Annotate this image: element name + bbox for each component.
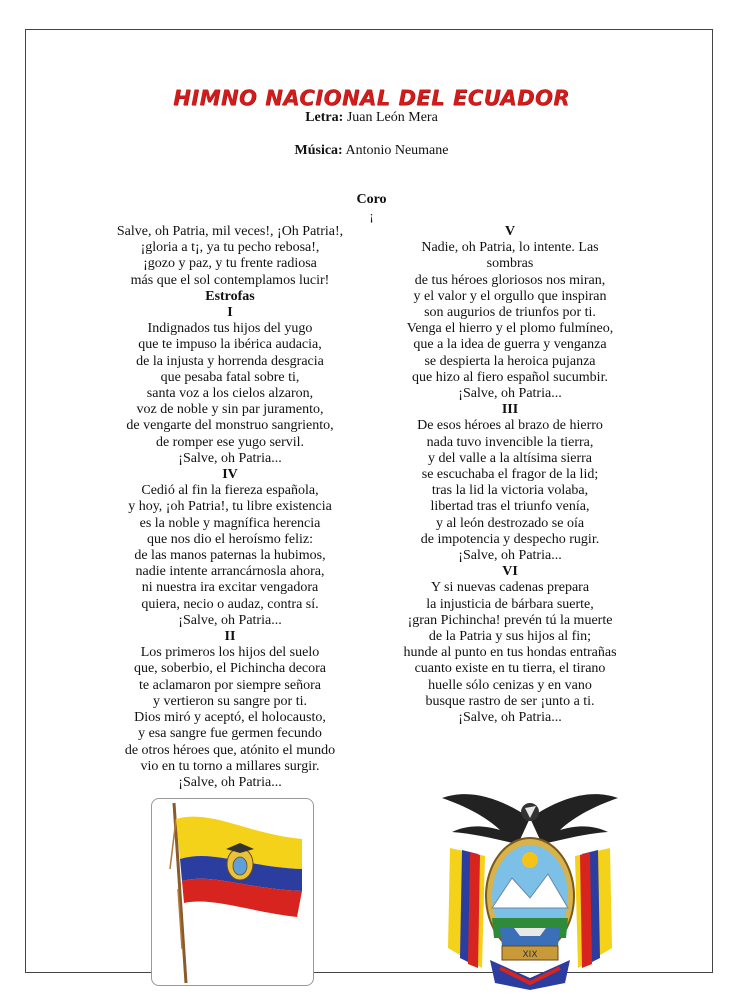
lyric-line: huelle sólo cenizas y en vano <box>428 677 592 693</box>
stanza-heading: IV <box>222 467 238 483</box>
lyric-line: te aclamaron por siempre señora <box>139 677 321 693</box>
lyric-line: que nos dio el heroísmo feliz: <box>146 531 314 547</box>
lyric-line: y hoy, ¡oh Patria!, tu libre existencia <box>128 499 332 515</box>
ecuador-flag-icon <box>152 799 313 985</box>
lyric-line: Dios miró y aceptó, el holocausto, <box>134 710 326 726</box>
lyric-line: ¡Salve, oh Patria... <box>178 774 282 790</box>
lyric-line: que a la idea de guerra y venganza <box>413 337 607 353</box>
lyric-line: Cedió al fin la fiereza española, <box>141 483 319 499</box>
lyric-line: es la noble y magnífica herencia <box>139 515 321 531</box>
coat-of-arms-image <box>430 778 630 990</box>
lyric-line: libertad tras el triunfo venía, <box>430 499 590 515</box>
stanza-heading: Estrofas <box>205 288 255 304</box>
stanza-heading: III <box>501 402 519 418</box>
lyric-line: la injusticia de bárbara suerte, <box>426 596 594 612</box>
lyric-line: de impotencia y despecho rugir. <box>420 531 600 547</box>
lyric-line: que pesaba fatal sobre ti, <box>160 369 300 385</box>
chorus-mark: ¡ <box>369 208 374 223</box>
lyric-line: y esa sangre fue germen fecundo <box>138 726 322 742</box>
lyric-line: tras la lid la victoria volaba, <box>431 483 589 499</box>
lyric-line: y al león destrozado se oía <box>435 515 585 531</box>
lyric-line: ¡Salve, oh Patria... <box>178 450 282 466</box>
lyric-line: sombras <box>486 256 534 272</box>
lyric-line: y del valle a la altísima sierra <box>427 450 593 466</box>
chorus-heading: Coro <box>356 192 387 207</box>
lyrics-label: Letra: <box>305 110 344 125</box>
lyric-line: de la injusta y horrenda desgracia <box>136 353 324 369</box>
lyric-line: Los primeros los hijos del suelo <box>140 645 320 661</box>
lyric-line: y el valor y el orgullo que inspiran <box>413 288 607 304</box>
lyric-line: ¡gloria a t¡, ya tu pecho rebosa!, <box>140 240 320 256</box>
lyric-line: ¡Salve, oh Patria... <box>178 612 282 628</box>
lyric-line: santa voz a los cielos alzaron, <box>146 386 314 402</box>
lyric-line: busque rastro de ser ¡unto a ti. <box>425 693 595 709</box>
lyric-line: Salve, oh Patria, mil veces!, ¡Oh Patria!, <box>116 224 344 239</box>
flag-image-frame <box>151 798 314 986</box>
lyric-line: vio en tu torno a millares surgir. <box>140 758 320 774</box>
lyric-line: Indignados tus hijos del yugo <box>147 321 313 337</box>
lyric-line: de las manos paternas la hubimos, <box>134 548 326 564</box>
stanza-heading: VI <box>502 564 518 580</box>
lyric-line: hunde al punto en tus hondas entrañas <box>403 645 617 661</box>
svg-text:XIX: XIX <box>522 950 538 960</box>
lyric-line: ¡Salve, oh Patria... <box>458 710 562 726</box>
lyrics-author: Juan León Mera <box>346 110 438 125</box>
music-author: Antonio Neumane <box>345 143 449 158</box>
lyric-line: nada tuvo invencible la tierra, <box>426 434 594 450</box>
lyric-line: ¡Salve, oh Patria... <box>458 548 562 564</box>
lyric-line: ¡gran Pichincha! prevén tú la muerte <box>407 612 613 628</box>
lyric-line: de tus héroes gloriosos nos miran, <box>414 272 606 288</box>
lyric-line: de la Patria y sus hijos al fin; <box>428 629 592 645</box>
lyric-line: de otros héroes que, atónito el mundo <box>124 742 336 758</box>
lyric-line: de romper ese yugo servil. <box>155 434 305 450</box>
lyrics-credit <box>0 110 743 126</box>
lyric-line: Venga el hierro y el plomo fulmíneo, <box>406 321 614 337</box>
lyric-line: y vertieron su sangre por ti. <box>153 693 307 709</box>
lyric-line: ni nuestra ira excitar vengadora <box>141 580 319 596</box>
lyric-line: nadie intente arrancárnosla ahora, <box>135 564 325 580</box>
stanza-heading: I <box>227 305 233 321</box>
lyric-line: que hizo al fiero español sucumbir. <box>412 369 608 385</box>
lyric-line: se escuchaba el fragor de la lid; <box>421 467 599 483</box>
lyric-line: que te impuso la ibérica audacia, <box>138 337 322 353</box>
music-label: Música: <box>294 143 343 158</box>
stanza-heading: II <box>224 629 236 645</box>
right-lyrics-column <box>360 224 660 726</box>
lyric-line: se despierta la heroica pujanza <box>424 353 596 369</box>
lyric-line: de vengarte del monstruo sangriento, <box>126 418 334 434</box>
lyric-line: ¡Salve, oh Patria... <box>458 386 562 402</box>
lyric-line: que, soberbio, el Pichincha decora <box>133 661 327 677</box>
anthem-title: HIMNO NACIONAL DEL ECUADOR <box>173 86 570 110</box>
lyric-line: Y si nuevas cadenas prepara <box>430 580 590 596</box>
lyric-line: De esos héroes al brazo de hierro <box>417 418 603 434</box>
lyric-line: Nadie, oh Patria, lo intente. Las <box>421 240 599 256</box>
lyric-line: ¡gozo y paz, y tu frente radiosa <box>143 256 317 272</box>
lyric-line: más que el sol contemplamos lucir! <box>130 272 330 288</box>
ecuador-coat-of-arms-icon <box>430 778 630 990</box>
lyric-line: son augurios de triunfos por ti. <box>424 305 596 321</box>
lyric-line: voz de noble y sin par juramento, <box>136 402 324 418</box>
lyric-line: cuanto existe en tu tierra, el tirano <box>414 661 606 677</box>
lyric-line: quiera, necio o audaz, contra sí. <box>141 596 319 612</box>
left-lyrics-column <box>80 224 380 791</box>
stanza-heading: V <box>504 224 516 239</box>
music-credit <box>0 143 743 159</box>
